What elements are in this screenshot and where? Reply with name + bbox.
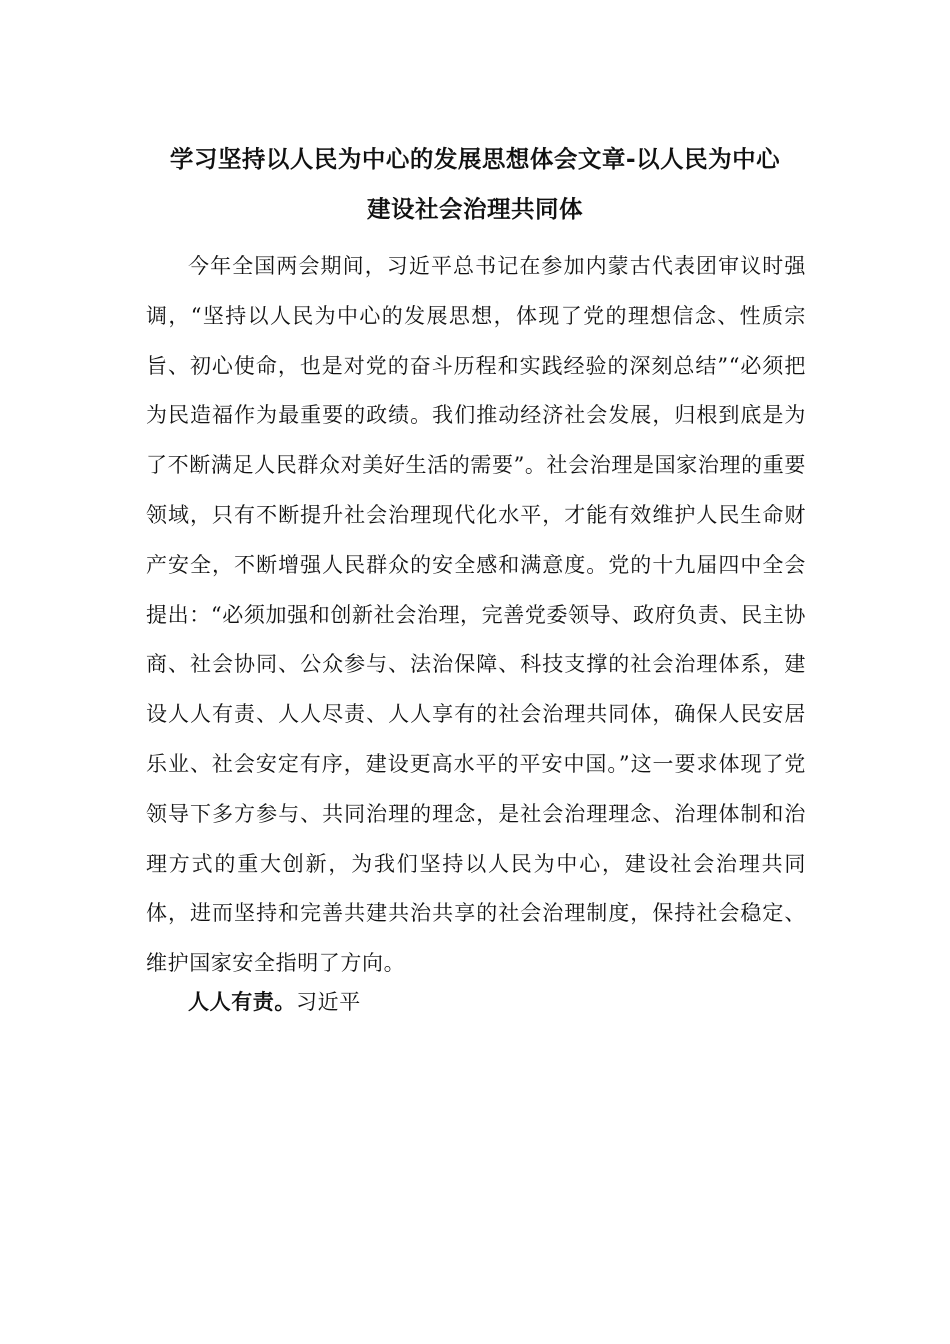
document-title-line-2: 建设社会治理共同体 <box>367 195 583 223</box>
section-paragraph <box>188 986 361 1016</box>
document-title-line-1: 学习坚持以人民为中心的发展思想体会文章-以人民为中心 <box>169 145 781 173</box>
section-text: 习近平 <box>296 990 361 1014</box>
body-paragraph: 今年全国两会期间，习近平总书记在参加内蒙古代表团审议时强调，“坚持以人民为中心的发展思想，体现了党的理想信念、性质宗旨、初心使命，也是对党的奋斗历程和实践经验的深刻总结”“必须把为民造福作为最重要的政绩。我们推动经济社会发展，归根到底是为了不断满足人民群众对美好生活的需要”。社会治理是国家治理的重要领域，只有不断提升社会治理现代化水平，才能有效维护人民生命财产安全，不断增强人民群众的安全感和满意度。党的十九届四中全会提出：“必须加强和创新社会治理，完善党委领导、政府负责、民主协商、社会协同、公众参与、法治保障、科技支撑的社会治理体系，建设人人有责、人人尽责、人人享有的社会治理共同体，确保人民安居乐业、社会安定有序，建设更高水平的平安中国。”这一要求体现了党领导下多方参与、共同治理的理念，是社会治理理念、治理体制和治理方式的重大创新，为我们坚持以人民为中心，建设社会治理共同体，进而坚持和完善共建共治共享的社会治理制度，保持社会稳定、维护国家安全指明了方向。 <box>146 254 806 976</box>
section-heading: 人人有责。 <box>188 990 296 1014</box>
